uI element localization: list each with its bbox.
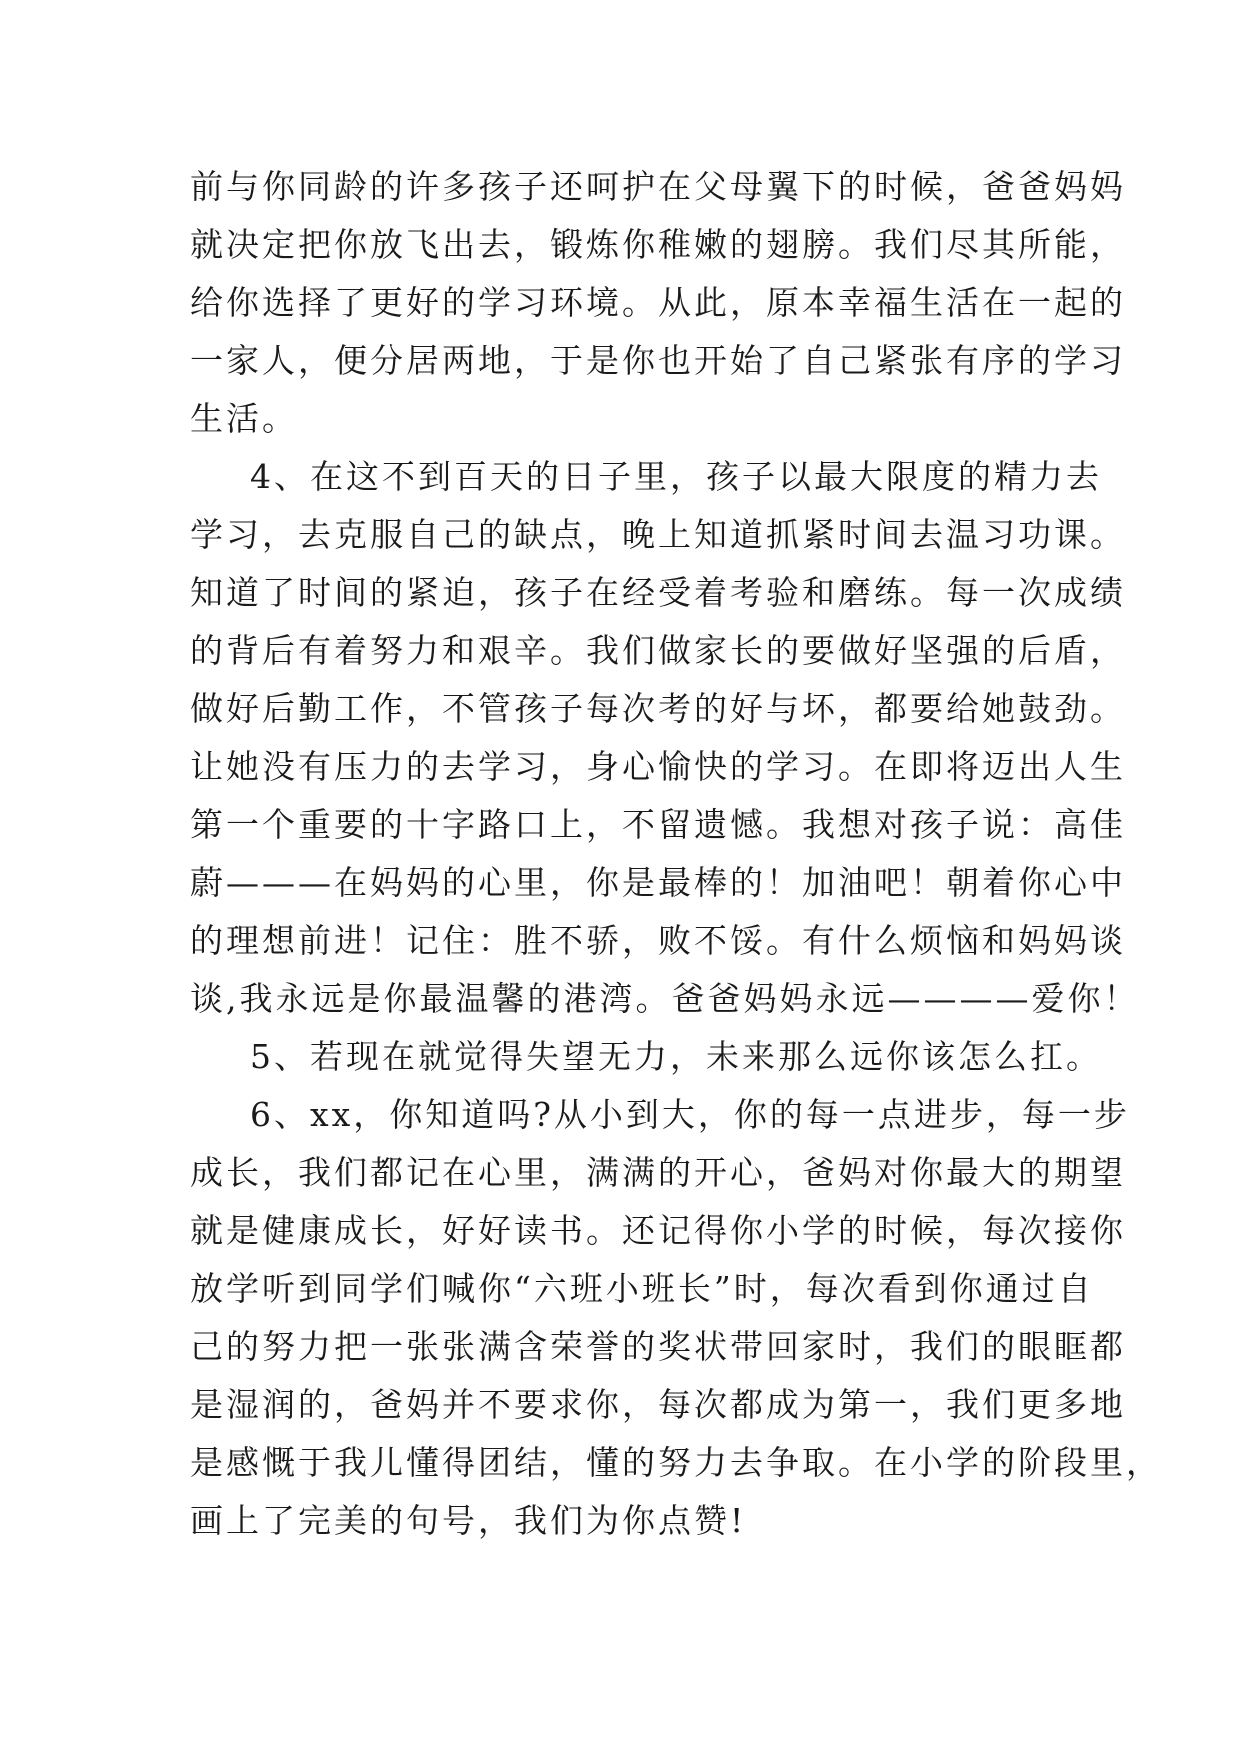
text-line: 学习，去克服自己的缺点，晚上知道抓紧时间去温习功课。 <box>190 515 1126 554</box>
text-line: 5、若现在就觉得失望无力，未来那么远你该怎么扛。 <box>250 1037 1102 1076</box>
text-line: 6、xx，你知道吗?从小到大，你的每一点进步，每一步 <box>250 1095 1130 1134</box>
text-line: 己的努力把一张张满含荣誉的奖状带回家时，我们的眼眶都 <box>190 1327 1126 1366</box>
text-line: 是湿润的，爸妈并不要求你，每次都成为第一，我们更多地 <box>190 1385 1126 1424</box>
text-line: 知道了时间的紧迫，孩子在经受着考验和磨练。每一次成绩 <box>190 573 1126 612</box>
text-line: 就是健康成长，好好读书。还记得你小学的时候，每次接你 <box>190 1211 1126 1250</box>
text-line: 4、在这不到百天的日子里，孩子以最大限度的精力去 <box>250 457 1102 496</box>
text-line: 第一个重要的十字路口上，不留遗憾。我想对孩子说：高佳 <box>190 805 1126 844</box>
text-line: 成长，我们都记在心里，满满的开心，爸妈对你最大的期望 <box>190 1153 1126 1192</box>
text-line: 前与你同龄的许多孩子还呵护在父母翼下的时候，爸爸妈妈 <box>190 167 1126 206</box>
text-line: 让她没有压力的去学习，身心愉快的学习。在即将迈出人生 <box>190 747 1126 786</box>
text-line: 给你选择了更好的学习环境。从此，原本幸福生活在一起的 <box>190 283 1126 322</box>
text-line: 放学听到同学们喊你“六班小班长”时，每次看到你通过自 <box>190 1269 1094 1308</box>
text-line: 生活。 <box>190 399 298 438</box>
text-line: 就决定把你放飞出去，锻炼你稚嫩的翅膀。我们尽其所能， <box>190 225 1126 264</box>
text-line: 的理想前进！记住：胜不骄，败不馁。有什么烦恼和妈妈谈 <box>190 921 1126 960</box>
text-line: 做好后勤工作，不管孩子每次考的好与坏，都要给她鼓劲。 <box>190 689 1126 728</box>
text-line: 蔚———在妈妈的心里，你是最棒的！加油吧！朝着你心中 <box>190 863 1126 902</box>
text-line: 一家人，便分居两地，于是你也开始了自己紧张有序的学习 <box>190 341 1126 380</box>
text-line: 谈,我永远是你最温馨的港湾。爸爸妈妈永远————爱你！ <box>190 979 1140 1018</box>
text-line: 的背后有着努力和艰辛。我们做家长的要做好坚强的后盾， <box>190 631 1126 670</box>
document-body <box>190 158 1162 1550</box>
text-line: 画上了完美的句号，我们为你点赞! <box>190 1501 747 1540</box>
text-line: 是感慨于我儿懂得团结，懂的努力去争取。在小学的阶段里， <box>190 1443 1162 1482</box>
